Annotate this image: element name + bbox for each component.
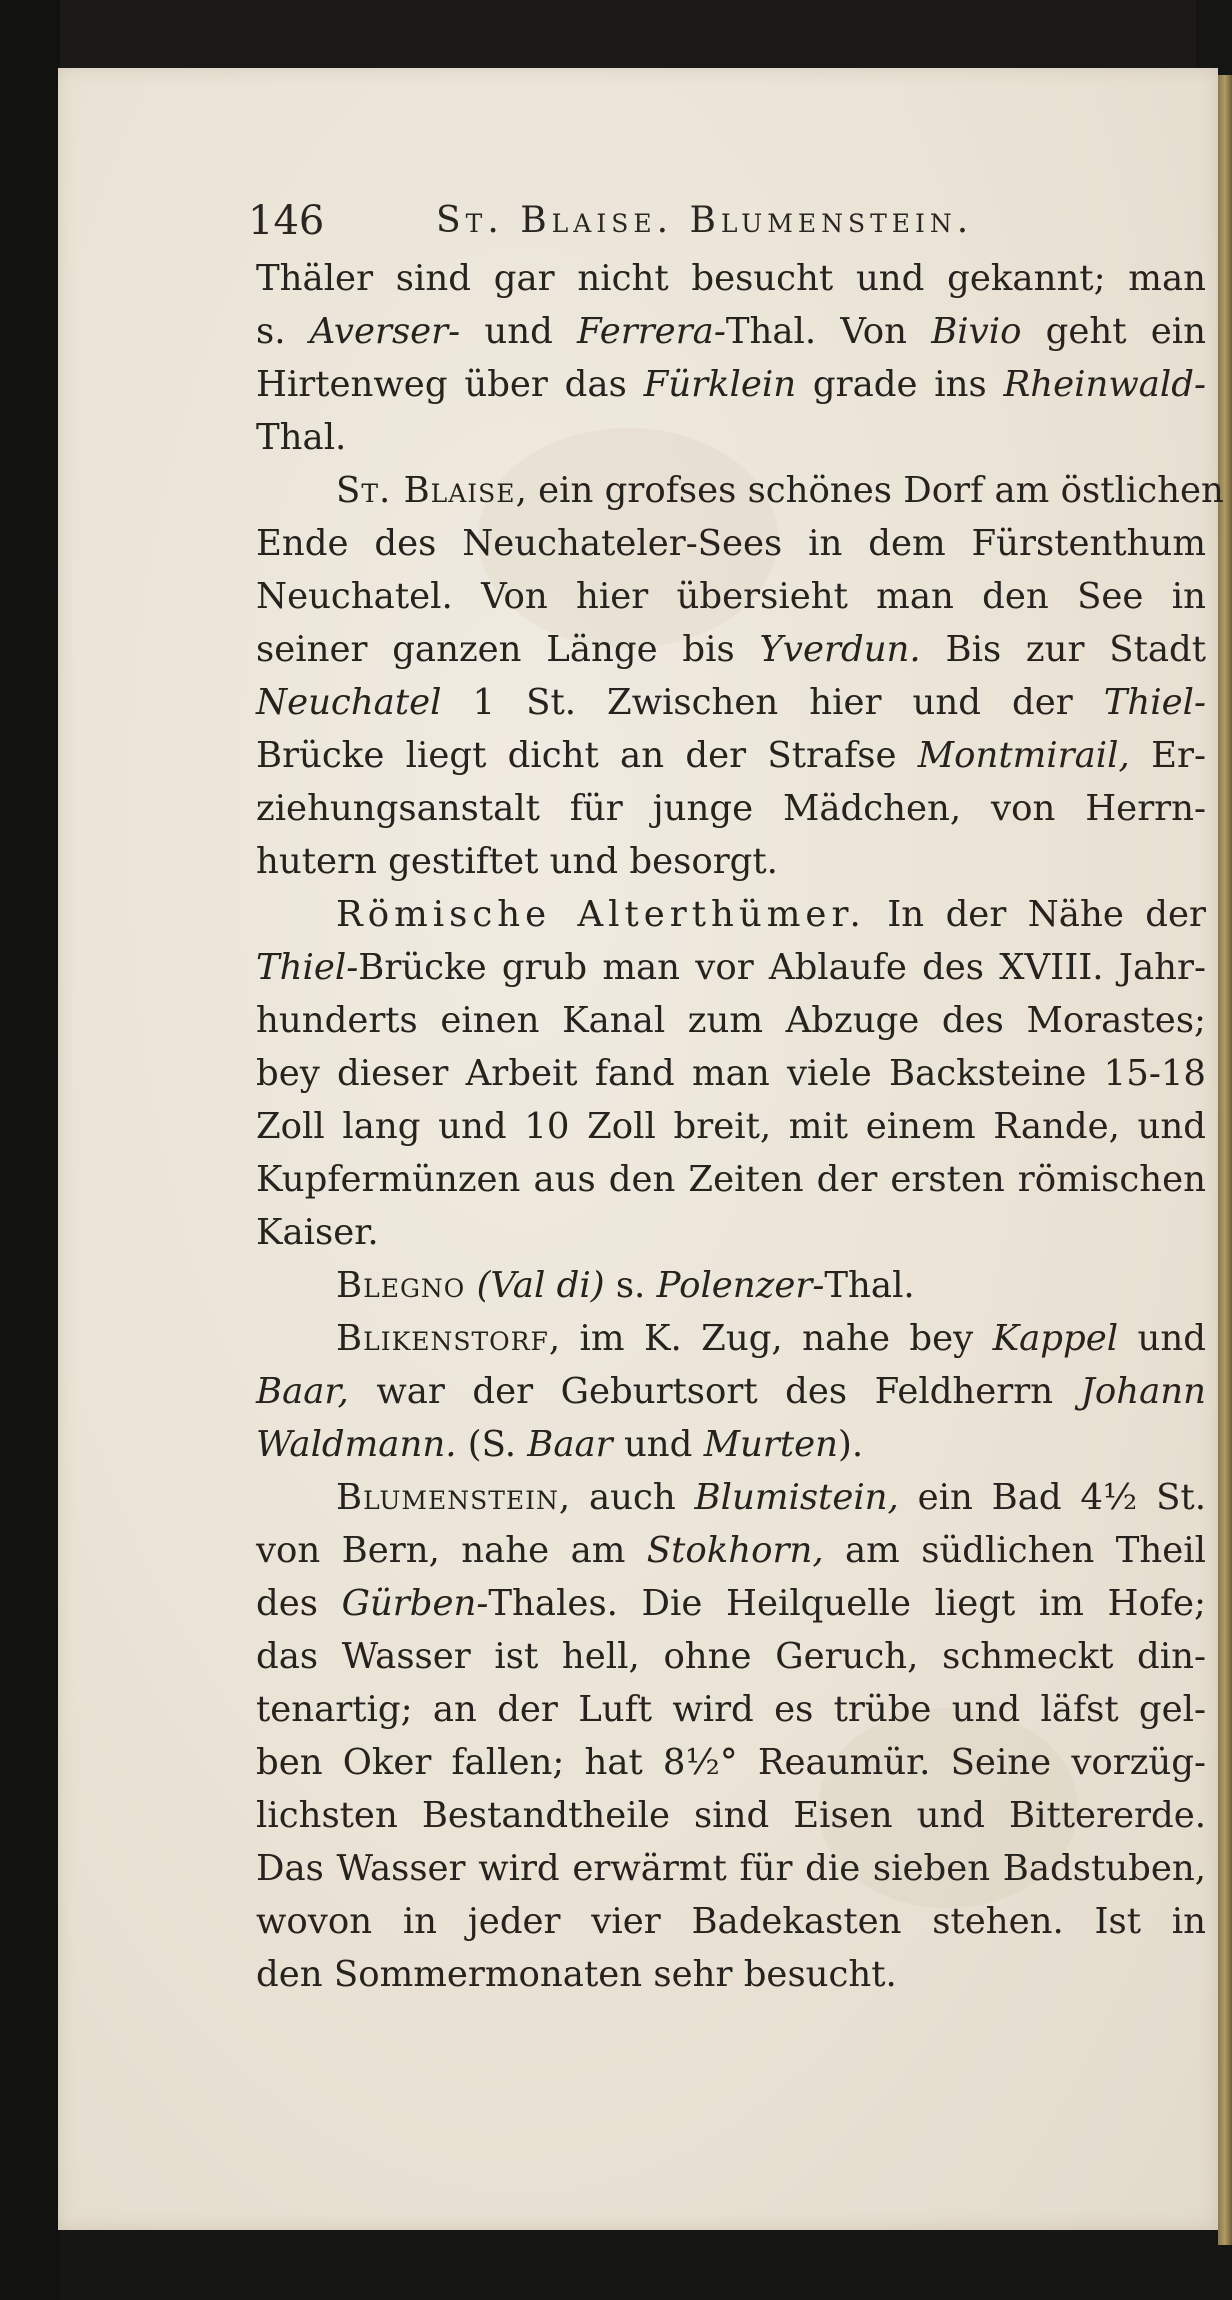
text-segment: hunderts einen Kanal zum Abzuge des Morastes;	[256, 1000, 1206, 1041]
text-segment: Das Wasser wird erwärmt für die sieben Badstuben,	[256, 1848, 1206, 1889]
italic-term: Baar	[527, 1424, 613, 1465]
text-line	[256, 1524, 1206, 1577]
paragraph	[256, 1471, 1206, 2001]
italic-term: Gürben-	[341, 1583, 489, 1624]
text-segment: von Bern, nahe am	[256, 1530, 647, 1571]
text-line	[256, 782, 1206, 835]
italic-term: Waldmann.	[256, 1424, 457, 1465]
text-segment: wovon in jeder vier Badekasten stehen. Ist in	[256, 1901, 1206, 1942]
text-segment: , auch	[558, 1477, 695, 1518]
text-segment: des	[256, 1583, 342, 1624]
body-text	[256, 252, 1224, 2001]
italic-term: Kappel	[992, 1318, 1119, 1359]
text-line	[256, 1047, 1206, 1100]
text-segment: und	[612, 1424, 704, 1465]
entry-headword: Blumenstein	[336, 1477, 559, 1518]
text-line	[256, 1206, 1206, 1259]
entry-headword: St. Blaise	[336, 470, 516, 511]
text-segment: , im K. Zug, nahe bey	[548, 1318, 993, 1359]
text-line	[256, 1312, 1206, 1365]
paragraph	[256, 464, 1224, 888]
scan-left-border	[0, 0, 60, 2300]
text-segment: Neuchatel. Von hier übersieht man den See in	[256, 576, 1206, 617]
text-line	[256, 1789, 1206, 1842]
italic-term: Rheinwald-	[1003, 364, 1206, 405]
text-line	[256, 623, 1206, 676]
text-line	[256, 1577, 1206, 1630]
text-segment: , ein grofses schönes Dorf am östlichen	[515, 470, 1224, 511]
text-line	[256, 1842, 1206, 1895]
text-segment: grade ins	[796, 364, 1004, 405]
text-segment: geht ein	[1021, 311, 1206, 352]
text-line	[256, 1895, 1206, 1948]
italic-term: Bivio	[931, 311, 1022, 352]
text-segment: s.	[256, 311, 310, 352]
text-segment: tenartig; an der Luft wird es trübe und läfst gel-	[256, 1689, 1206, 1730]
text-segment: ben Oker fallen; hat 8½° Reaumür. Seine vorzüg-	[256, 1742, 1206, 1783]
text-segment: Thal. Von	[725, 311, 932, 352]
text-line	[256, 1365, 1206, 1418]
scan-top-border	[0, 0, 1232, 70]
text-line	[256, 1630, 1206, 1683]
text-segment: Thales. Die Heilquelle liegt im Hofe;	[488, 1583, 1206, 1624]
italic-term: Averser-	[309, 311, 461, 352]
italic-term: Polenzer-	[656, 1265, 825, 1306]
paragraph	[256, 888, 1206, 1259]
text-line	[256, 1418, 1206, 1471]
text-segment: hutern gestiftet und besorgt.	[256, 841, 778, 882]
text-segment: und	[1118, 1318, 1206, 1359]
text-line	[256, 1736, 1206, 1789]
entry-headword: Blegno	[336, 1265, 466, 1306]
italic-term: Neuchatel	[256, 682, 442, 723]
text-line	[256, 1259, 1206, 1312]
italic-term: Yverdun.	[759, 629, 921, 670]
paragraph	[256, 252, 1206, 464]
text-segment: lichsten Bestandtheile sind Eisen und Bittererde.	[256, 1795, 1206, 1836]
text-segment: Er-	[1129, 735, 1206, 776]
text-segment: Thal.	[824, 1265, 915, 1306]
text-segment: Kaiser.	[256, 1212, 379, 1253]
text-segment: seiner ganzen Länge bis	[256, 629, 760, 670]
book-edge-strip	[1218, 75, 1232, 2245]
italic-term: Baar,	[256, 1371, 349, 1412]
italic-term: Montmirail,	[917, 735, 1130, 776]
italic-term: Ferrera-	[577, 311, 726, 352]
text-line	[256, 1948, 1206, 2001]
italic-term: Murten	[703, 1424, 839, 1465]
text-segment: Hirtenweg über das	[256, 364, 644, 405]
entry-headword: Blikenstorf	[336, 1318, 549, 1359]
page-header	[248, 198, 1048, 250]
text-line	[256, 517, 1206, 570]
text-line	[256, 1471, 1206, 1524]
italic-term: Fürklein	[643, 364, 797, 405]
italic-term: Stokhorn,	[646, 1530, 824, 1571]
italic-term: Thiel-	[256, 947, 359, 988]
text-line	[256, 835, 1206, 888]
text-segment: s.	[604, 1265, 657, 1306]
italic-term: Johann	[1080, 1371, 1206, 1412]
text-segment: und	[460, 311, 578, 352]
text-line	[256, 358, 1206, 411]
spaced-heading: Römische Alterthümer.	[336, 894, 866, 935]
text-line	[256, 729, 1206, 782]
page-number: 146	[248, 198, 325, 244]
text-line	[256, 941, 1206, 994]
text-segment: In der Nähe der	[865, 894, 1206, 935]
text-line	[256, 1100, 1206, 1153]
text-segment: Bis zur Stadt	[920, 629, 1206, 670]
text-segment: (S.	[456, 1424, 528, 1465]
paragraph	[256, 1312, 1206, 1471]
text-line	[256, 464, 1224, 517]
italic-term: Thiel-	[1103, 682, 1206, 723]
text-segment: war der Geburtsort des Feldherrn	[348, 1371, 1081, 1412]
text-segment: Thäler sind gar nicht besucht und gekannt; man	[256, 258, 1206, 299]
text-line	[256, 676, 1206, 729]
text-segment: am südlichen Theil	[823, 1530, 1207, 1571]
text-line	[256, 411, 1206, 464]
text-line	[256, 1683, 1206, 1736]
text-line	[256, 570, 1206, 623]
text-segment: das Wasser ist hell, ohne Geruch, schmeckt din-	[256, 1636, 1206, 1677]
text-line	[256, 888, 1206, 941]
text-segment: Brücke grub man vor Ablaufe des XVIII. Jahr-	[358, 947, 1206, 988]
text-segment: ziehungsanstalt für junge Mädchen, von Herrn-	[256, 788, 1206, 829]
paragraph	[256, 1259, 1206, 1312]
text-segment: bey dieser Arbeit fand man viele Backsteine 15-18	[256, 1053, 1206, 1094]
text-line	[256, 994, 1206, 1047]
text-segment: Thal.	[256, 417, 347, 458]
italic-term: (Val di)	[476, 1265, 605, 1306]
text-segment: Brücke liegt dicht an der Strafse	[256, 735, 918, 776]
text-segment: 1 St. Zwischen hier und der	[441, 682, 1104, 723]
text-segment	[465, 1265, 476, 1306]
italic-term: Blumistein,	[694, 1477, 899, 1518]
running-head: St. Blaise. Blumenstein.	[436, 200, 974, 241]
text-segment: ).	[838, 1424, 864, 1465]
text-line	[256, 252, 1206, 305]
text-segment: Zoll lang und 10 Zoll breit, mit einem Rande, und	[256, 1106, 1206, 1147]
text-segment: Kupfermünzen aus den Zeiten der ersten römischen	[256, 1159, 1206, 1200]
text-line	[256, 1153, 1206, 1206]
text-segment: ein Bad 4½ St.	[898, 1477, 1206, 1518]
text-line	[256, 305, 1206, 358]
text-segment: den Sommermonaten sehr besucht.	[256, 1954, 897, 1995]
text-segment: Ende des Neuchateler-Sees in dem Fürstenthum	[256, 523, 1206, 564]
